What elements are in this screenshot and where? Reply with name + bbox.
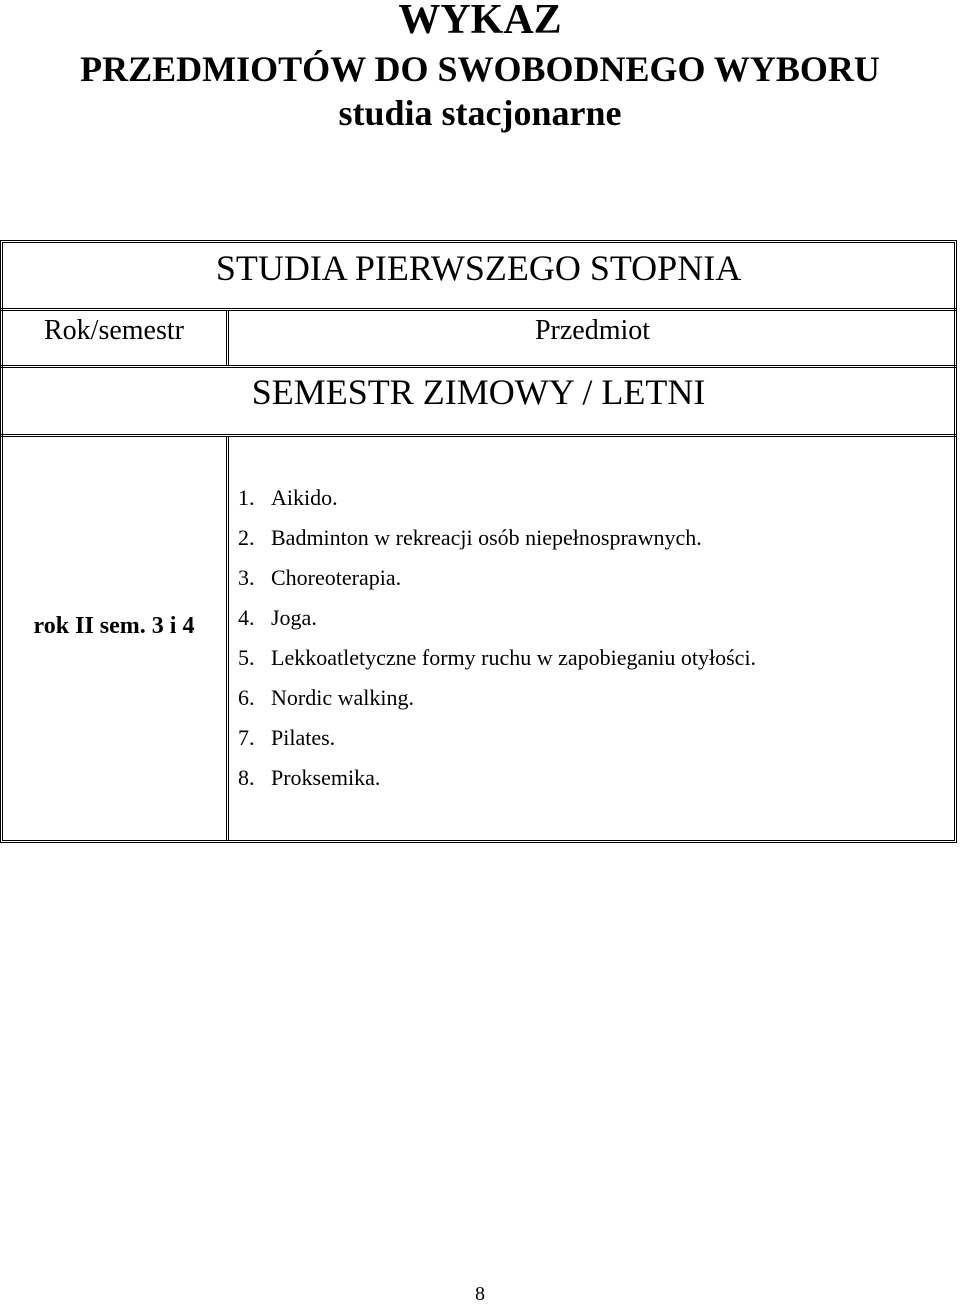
subject-name: Joga. xyxy=(271,605,317,630)
subject-header: Przedmiot xyxy=(534,315,651,346)
item-number: 3. xyxy=(238,565,255,590)
table-divider xyxy=(0,434,957,437)
item-number: 8. xyxy=(238,765,255,790)
subject-name: Proksemika. xyxy=(271,765,381,790)
subject-name: Pilates. xyxy=(271,725,336,750)
item-number: 7. xyxy=(238,725,255,750)
subject-name: Aikido. xyxy=(271,485,338,510)
document-title: WYKAZ xyxy=(398,0,562,43)
subject-list xyxy=(238,478,756,798)
year-semester-value: rok II sem. 3 i 4 xyxy=(33,613,195,639)
semester-heading: SEMESTR ZIMOWY / LETNI xyxy=(251,372,706,412)
study-level-heading: STUDIA PIERWSZEGO STOPNIA xyxy=(215,248,742,288)
item-number: 4. xyxy=(238,605,255,630)
item-number: 1. xyxy=(238,485,255,510)
year-semester-header: Rok/semestr xyxy=(44,315,184,346)
list-item xyxy=(238,518,756,558)
list-item xyxy=(238,718,756,758)
list-item xyxy=(238,558,756,598)
table-divider xyxy=(0,308,957,311)
subject-name: Badminton w rekreacji osób niepełnosprawnych. xyxy=(271,525,702,550)
subject-name: Lekkoatletyczne formy ruchu w zapobieganiu otyłości. xyxy=(271,645,757,670)
study-mode: studia stacjonarne xyxy=(338,93,622,133)
document-subtitle: PRZEDMIOTÓW DO SWOBODNEGO WYBORU xyxy=(80,49,880,89)
item-number: 6. xyxy=(238,685,255,710)
item-number: 5. xyxy=(238,645,255,670)
list-item xyxy=(238,758,756,798)
list-item xyxy=(238,638,756,678)
table-divider xyxy=(0,365,957,368)
list-item xyxy=(238,478,756,518)
list-item xyxy=(238,678,756,718)
list-item xyxy=(238,598,756,638)
subject-name: Nordic walking. xyxy=(271,685,414,710)
subject-name: Choreoterapia. xyxy=(271,565,402,590)
page-number: 8 xyxy=(475,1283,485,1305)
item-number: 2. xyxy=(238,525,255,550)
